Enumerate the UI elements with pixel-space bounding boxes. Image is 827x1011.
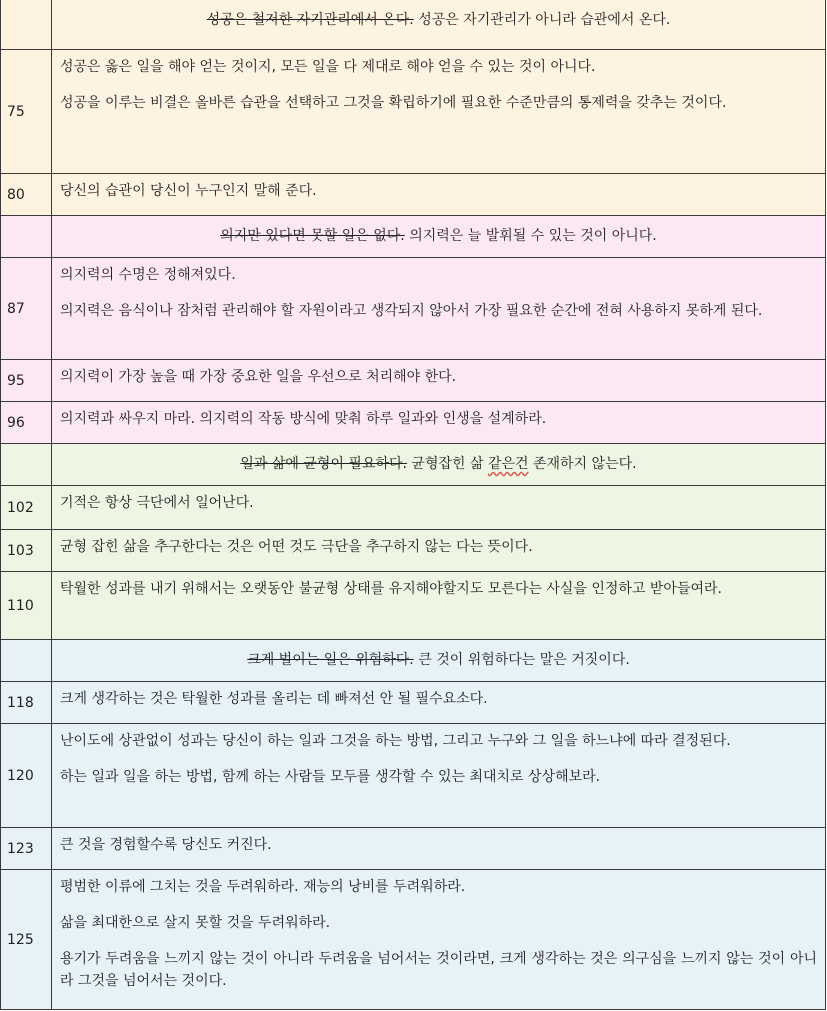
section-header-row [1, 640, 826, 682]
row-text-cell [52, 50, 826, 174]
paragraph: 의지력과 싸우지 마라. 의지력의 작동 방식에 맞춰 하루 일과와 인생을 설계하라. [60, 411, 547, 427]
section-header-cell [52, 216, 826, 258]
table-row [1, 402, 826, 444]
row-text-cell [52, 174, 826, 216]
corrected-statement: 큰 것이 위험하다는 말은 거짓이다. [413, 652, 630, 668]
struck-statement: 성공은 철저한 자기관리에서 온다. [206, 12, 414, 28]
table-row [1, 50, 826, 174]
paragraph: 난이도에 상관없이 성과는 당신이 하는 일과 그것을 하는 방법, 그리고 누구와 그 일을 하느냐에 따라 결정된다. [60, 733, 731, 749]
corrected-statement: 의지력은 늘 발휘될 수 있는 것이 아니다. [404, 228, 657, 244]
corrected-statement-part: 균형잡힌 삶 [406, 456, 488, 472]
paragraph: 성공을 이루는 비결은 올바른 습관을 선택하고 그것을 확립하기에 필요한 수준만큼의 통제력을 갖추는 것이다. [60, 95, 727, 111]
table-row [1, 360, 826, 402]
paragraph: 균형 잡힌 삶을 추구한다는 것은 어떤 것도 극단을 추구하지 않는 다는 뜻이다. [60, 539, 533, 555]
table-row [1, 530, 826, 572]
row-text-cell [52, 360, 826, 402]
row-number: 120 [1, 724, 52, 828]
table-row [1, 572, 826, 640]
row-number-cell [1, 444, 52, 486]
row-number: 118 [1, 682, 52, 724]
section-header-row [1, 216, 826, 258]
row-number: 87 [1, 258, 52, 360]
table-row [1, 486, 826, 530]
corrected-statement: 성공은 자기관리가 아니라 습관에서 온다. [413, 12, 671, 28]
row-number: 96 [1, 402, 52, 444]
row-text-cell [52, 682, 826, 724]
section-header-cell [52, 640, 826, 682]
row-number: 80 [1, 174, 52, 216]
row-number: 125 [1, 870, 52, 1010]
table-row [1, 258, 826, 360]
table-row [1, 870, 826, 1010]
paragraph: 탁월한 성과를 내기 위해서는 오랫동안 불균형 상태를 유지해야할지도 모른다는 사실을 인정하고 받아들여라. [60, 581, 722, 597]
row-text-cell [52, 258, 826, 360]
row-text-cell [52, 572, 826, 640]
section-header-cell [52, 0, 826, 50]
row-number-cell [1, 640, 52, 682]
table-row [1, 828, 826, 870]
row-number: 75 [1, 50, 52, 174]
paragraph: 용기가 두려움을 느끼지 않는 것이 아니라 두려움을 넘어서는 것이라면, 크게 생각하는 것은 의구심을 느끼지 않는 것이 아니라 그것을 넘어서는 것이다. [60, 951, 817, 989]
row-number: 110 [1, 572, 52, 640]
paragraph: 크게 생각하는 것은 탁월한 성과를 올리는 데 빠져선 안 될 필수요소다. [60, 691, 488, 707]
row-text-cell [52, 870, 826, 1010]
paragraph: 성공은 옳은 일을 해야 얻는 것이지, 모든 일을 다 제대로 해야 얻을 수 있는 것이 아니다. [60, 59, 596, 75]
row-number: 103 [1, 530, 52, 572]
row-number: 95 [1, 360, 52, 402]
section-header-row [1, 0, 826, 50]
row-number-cell [1, 216, 52, 258]
row-number-cell [1, 0, 52, 50]
table-row [1, 174, 826, 216]
table-row [1, 724, 826, 828]
struck-statement: 크게 벌이는 일은 위험하다. [247, 652, 414, 668]
struck-statement: 일과 삶에 균형이 필요하다. [240, 456, 407, 472]
paragraph: 기적은 항상 극단에서 일어난다. [60, 495, 254, 511]
spellcheck-flagged-word: 같은건 [487, 456, 529, 472]
paragraph: 의지력은 음식이나 잠처럼 관리해야 할 자원이라고 생각되지 않아서 가장 필요한 순간에 전혀 사용하지 못하게 된다. [60, 303, 763, 319]
paragraph: 의지력의 수명은 정해져있다. [60, 267, 236, 283]
paragraph: 당신의 습관이 당신이 누구인지 말해 준다. [60, 183, 317, 199]
row-text-cell [52, 828, 826, 870]
paragraph: 하는 일과 일을 하는 방법, 함께 하는 사람들 모두를 생각할 수 있는 최대치로 상상해보라. [60, 769, 601, 785]
paragraph: 의지력이 가장 높을 때 가장 중요한 일을 우선으로 처리해야 한다. [60, 369, 457, 385]
row-text-cell [52, 486, 826, 530]
section-header-row [1, 444, 826, 486]
paragraph: 삶을 최대한으로 살지 못할 것을 두려워하라. [60, 915, 331, 931]
row-number: 123 [1, 828, 52, 870]
table-row [1, 682, 826, 724]
paragraph: 큰 것을 경험할수록 당신도 커진다. [60, 837, 272, 853]
row-number: 102 [1, 486, 52, 530]
paragraph: 평범한 이류에 그치는 것을 두려워하라. 재능의 낭비를 두려워하라. [60, 879, 466, 895]
row-text-cell [52, 530, 826, 572]
row-text-cell [52, 402, 826, 444]
struck-statement: 의지만 있다면 못할 일은 없다. [220, 228, 405, 244]
corrected-statement-part: 존재하지 않는다. [528, 456, 637, 472]
row-text-cell [52, 724, 826, 828]
section-header-cell [52, 444, 826, 486]
